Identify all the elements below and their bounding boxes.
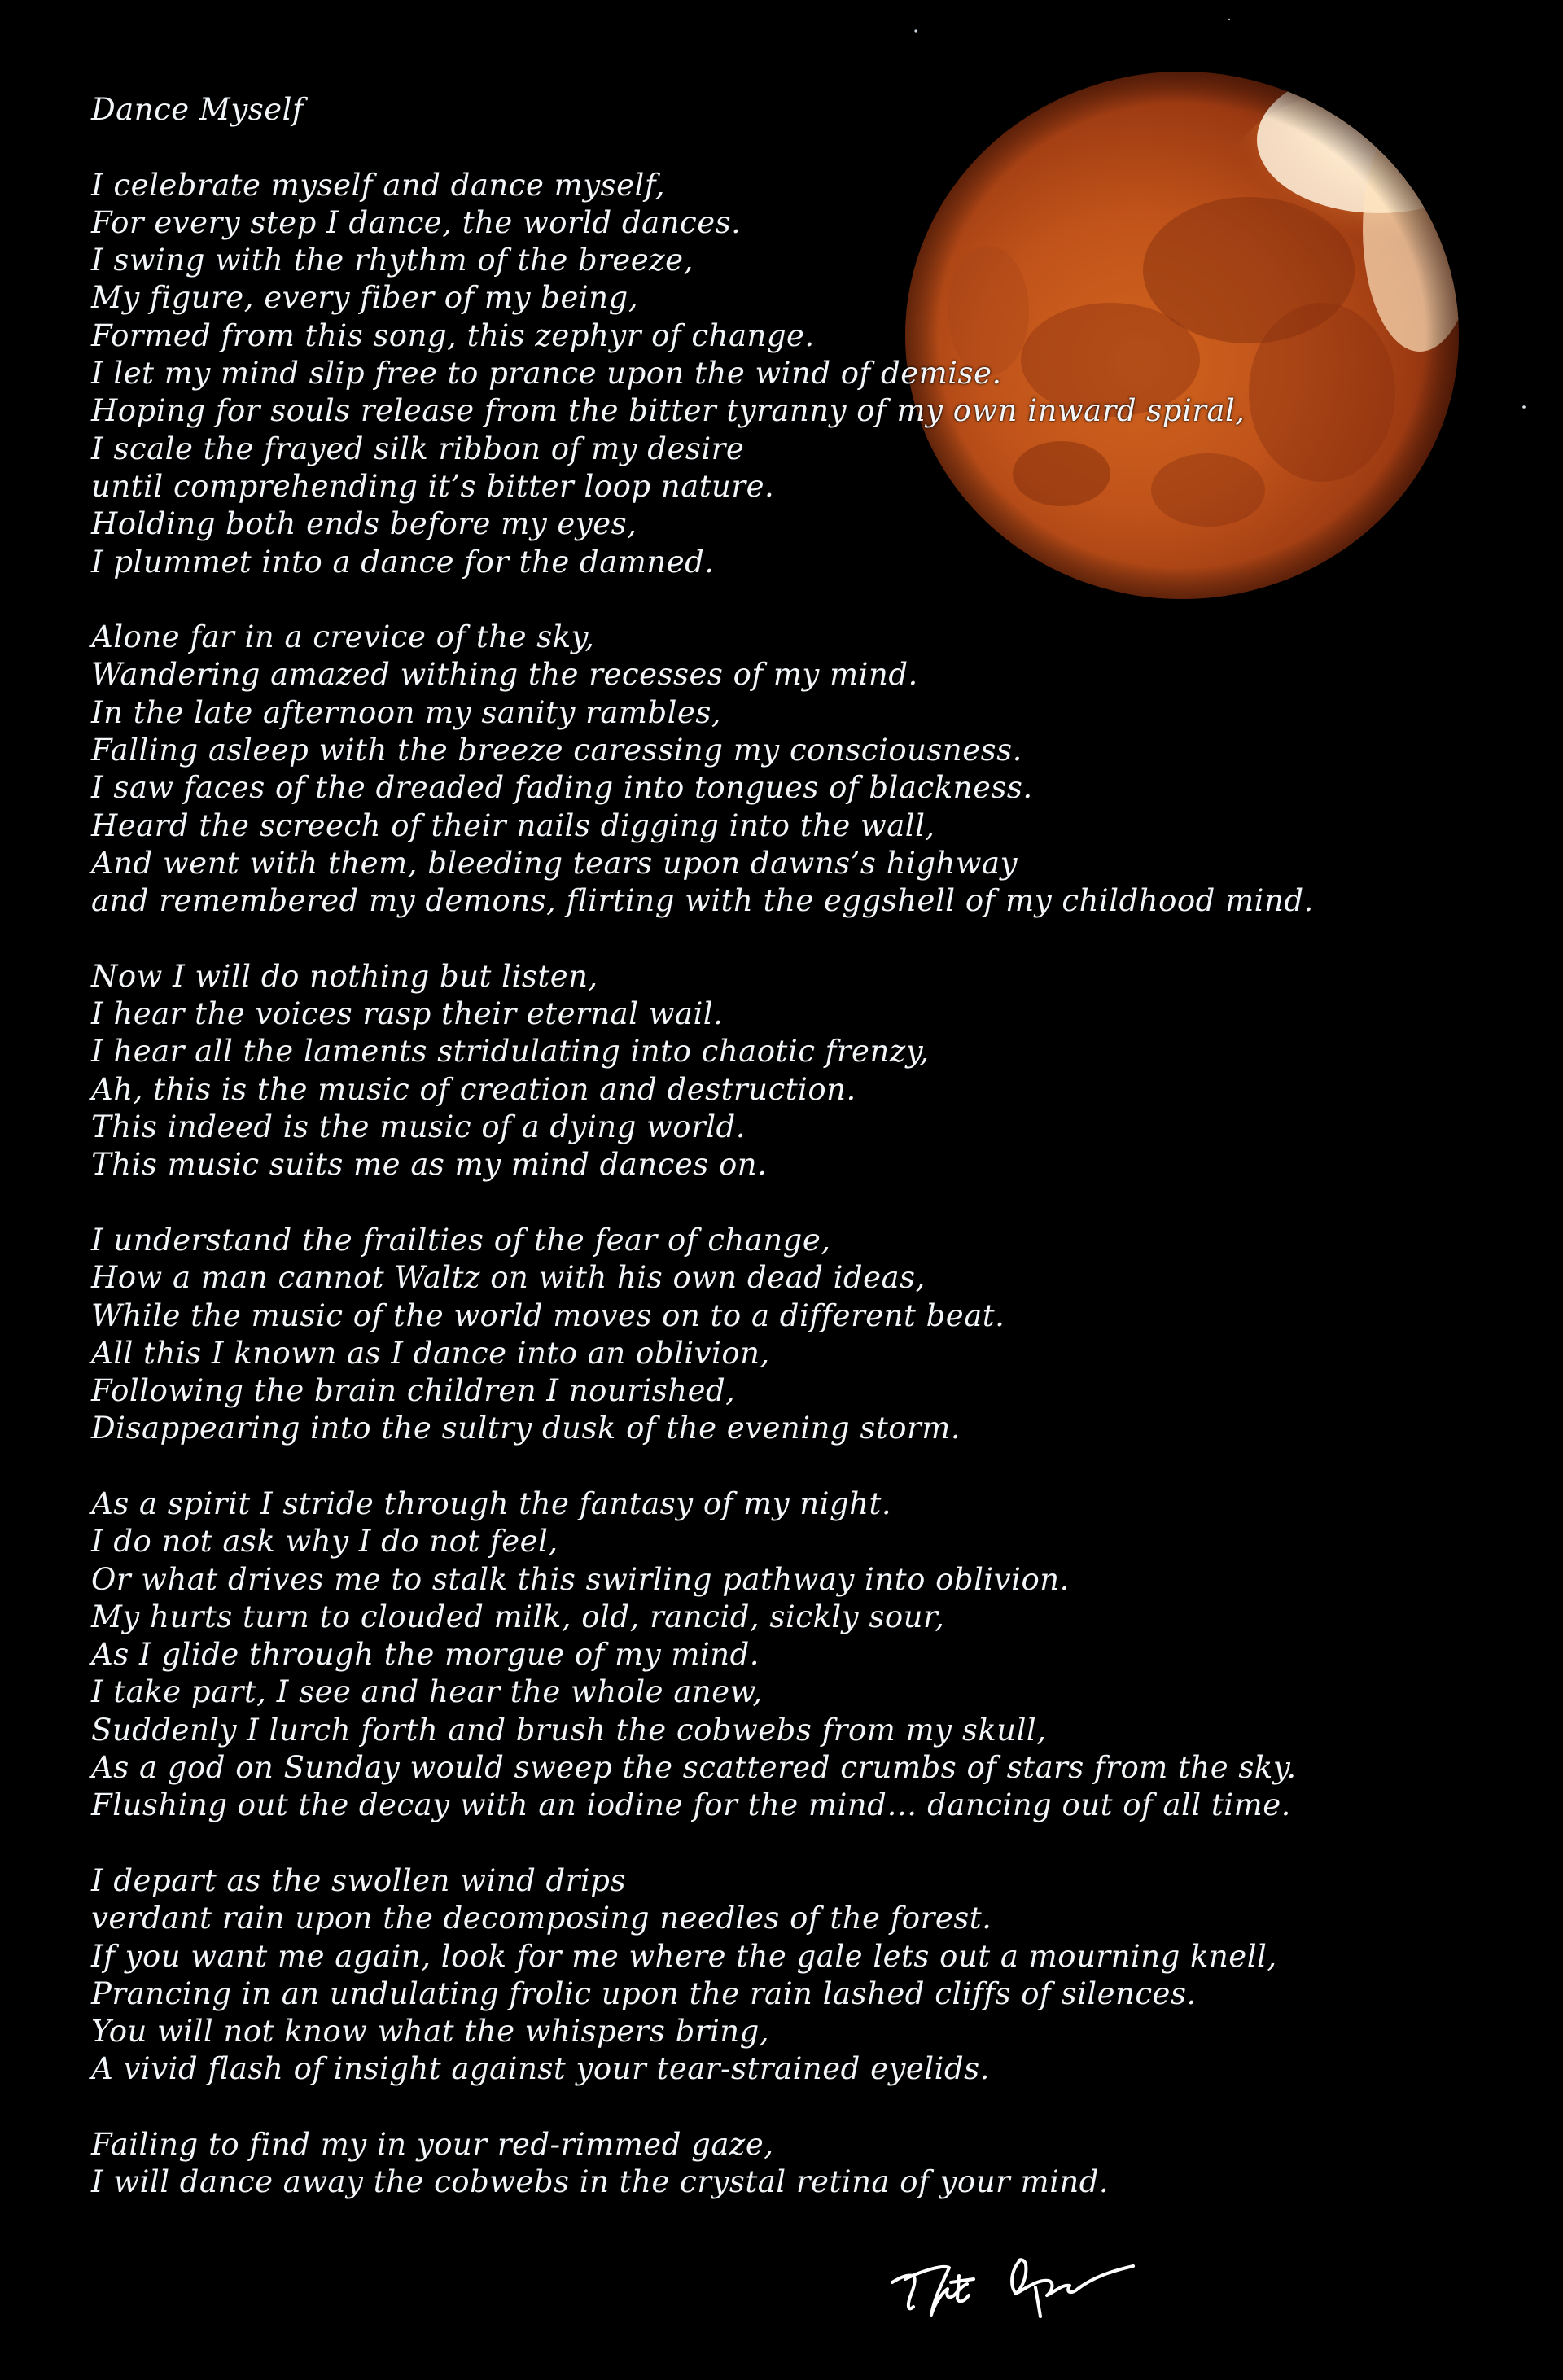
poem-line: While the music of the world moves on to a different beat. <box>91 1297 1005 1333</box>
poem-line: A vivid flash of insight against your tear-strained eyelids. <box>91 2051 990 2087</box>
poem-line: Failing to find my in your red-rimmed gaze, <box>91 2127 774 2163</box>
poem-line: I understand the frailties of the fear of change, <box>91 1222 831 1258</box>
poem-line: Alone far in a crevice of the sky, <box>91 619 595 655</box>
poem-line: This indeed is the music of a dying world. <box>91 1109 746 1145</box>
poem-line: I celebrate myself and dance myself, <box>91 167 665 203</box>
poem-line: Following the brain children I nourished, <box>91 1373 736 1409</box>
poem-line: and remembered my demons, flirting with the eggshell of my childhood mind. <box>91 883 1314 919</box>
poem-line: I hear all the laments stridulating into chaotic frenzy, <box>91 1034 930 1070</box>
poem-line: I depart as the swollen wind drips <box>91 1862 626 1898</box>
poem-line: Prancing in an undulating frolic upon the rain lashed cliffs of silences. <box>91 1975 1197 2011</box>
poem-line: As I glide through the morgue of my mind. <box>91 1637 760 1673</box>
poem-line: I swing with the rhythm of the breeze, <box>91 243 694 278</box>
poem-line: My hurts turn to clouded milk, old, rancid, sickly sour, <box>91 1599 945 1634</box>
poem-line: Wandering amazed withing the recesses of my mind. <box>91 657 918 693</box>
stanza-1 <box>91 167 1475 581</box>
poem-line: I scale the frayed silk ribbon of my desire <box>91 431 745 466</box>
poem-line: Heard the screech of their nails digging into the wall, <box>91 807 935 843</box>
poem-line: If you want me again, look for me where the gale lets out a mourning knell, <box>91 1938 1277 1974</box>
poem-line: I hear the voices rasp their eternal wail. <box>91 996 724 1032</box>
poem-line: And went with them, bleeding tears upon dawns’s highway <box>91 845 1018 881</box>
poem-line: As a god on Sunday would sweep the scattered crumbs of stars from the sky. <box>91 1750 1297 1786</box>
poem-line: Suddenly I lurch forth and brush the cobwebs from my skull, <box>91 1712 1047 1748</box>
poem-line: As a spirit I stride through the fantasy of my night. <box>91 1485 892 1521</box>
poem-line: In the late afternoon my sanity rambles, <box>91 694 722 730</box>
poem-line: I do not ask why I do not feel, <box>91 1524 558 1560</box>
poem-line: Holding both ends before my eyes, <box>91 506 637 542</box>
stanza-5 <box>91 1485 1475 1825</box>
poem-line: All this I known as I dance into an oblivion, <box>91 1335 770 1371</box>
stanza-6 <box>91 1862 1475 2089</box>
poem-line: Or what drives me to stalk this swirling pathway into oblivion. <box>91 1561 1070 1597</box>
poem-line: This music suits me as my mind dances on. <box>91 1147 768 1183</box>
poem-line: I plummet into a dance for the damned. <box>91 544 715 580</box>
poem-line: Disappearing into the sultry dusk of the evening storm. <box>91 1411 961 1446</box>
poem-line: Falling asleep with the breeze caressing my consciousness. <box>91 733 1022 768</box>
poem-line: How a man cannot Waltz on with his own dead ideas, <box>91 1260 926 1296</box>
stanza-7 <box>91 2126 1475 2202</box>
poem-line: Ah, this is the music of creation and destruction. <box>91 1071 856 1107</box>
stanza-3 <box>91 958 1475 1184</box>
poem-title: Dance Myself <box>91 92 304 127</box>
poem-line: Flushing out the decay with an iodine for the mind… dancing out of all time. <box>91 1787 1291 1823</box>
stanza-4 <box>91 1222 1475 1448</box>
handwritten-signature <box>889 2247 1149 2328</box>
poem <box>91 91 1475 2202</box>
poem-line: Formed from this song, this zephyr of change. <box>91 317 815 353</box>
poem-line: You will not know what the whispers bring, <box>91 2014 770 2050</box>
poem-line: verdant rain upon the decomposing needles of the forest. <box>91 1901 992 1936</box>
poem-line: For every step I dance, the world dances. <box>91 204 742 240</box>
stanza-2 <box>91 619 1475 920</box>
poem-line: Hoping for souls release from the bitter tyranny of my own inward spiral, <box>91 393 1246 429</box>
poem-line: I take part, I see and hear the whole anew, <box>91 1674 763 1710</box>
poem-line: I will dance away the cobwebs in the crystal retina of your mind. <box>91 2164 1110 2200</box>
poem-line: until comprehending it’s bitter loop nature. <box>91 468 775 504</box>
poem-line: I let my mind slip free to prance upon the wind of demise. <box>91 356 1002 392</box>
poem-line: My figure, every fiber of my being, <box>91 280 638 316</box>
poem-line: I saw faces of the dreaded fading into tongues of blackness. <box>91 770 1033 806</box>
poem-line: Now I will do nothing but listen, <box>91 958 598 994</box>
